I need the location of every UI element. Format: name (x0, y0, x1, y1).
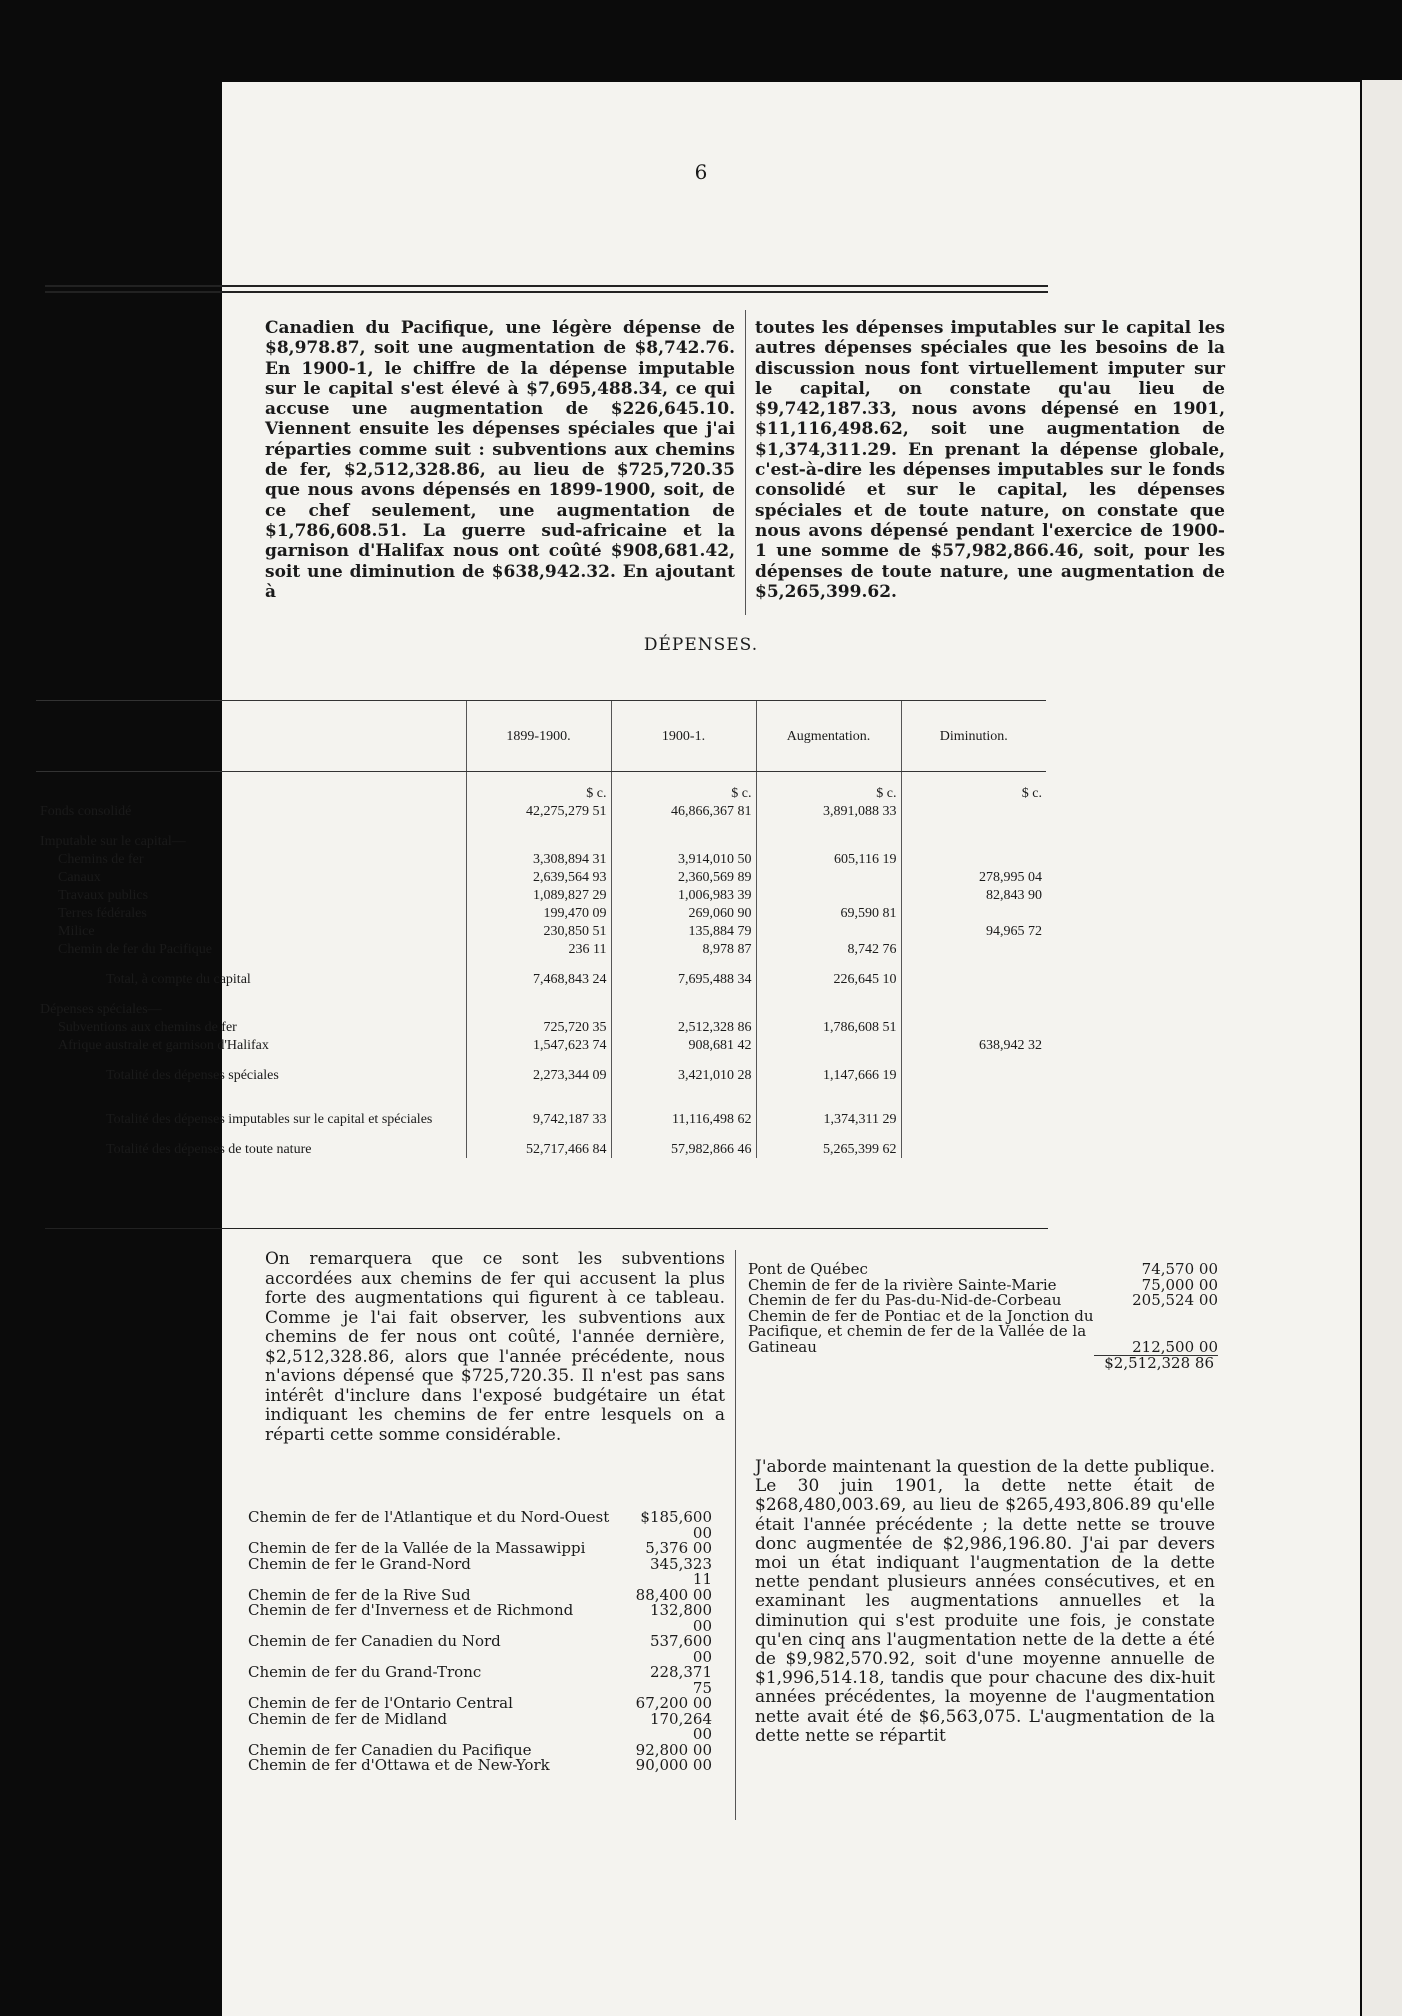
table-title: DÉPENSES. (643, 635, 759, 655)
table-row: Subventions aux chemins de fer 725,720 35 2,512,328 86 1,786,608 51 (36, 1018, 1046, 1036)
list-item: Chemin de fer de l'Ontario Central 67,200 00 (248, 1694, 712, 1712)
table-section-heading: Dépenses spéciales— (36, 1000, 1046, 1018)
table-row: Chemins de fer 3,308,894 31 3,914,010 50 605,116 19 (36, 850, 1046, 868)
list-item: Chemin de fer d'Ottawa et de New-York 90,000 00 (248, 1756, 712, 1774)
currency-row: $ c. $ c. $ c. $ c. (36, 784, 1046, 802)
list-item: Chemin de fer de Pontiac et de la Jonction du Pacifique, et chemin de fer de la Vallée de la Gatineau 212,500 00 (748, 1306, 1218, 1356)
next-page-edge (1362, 80, 1402, 2016)
table-bottom-rule (45, 1228, 1048, 1229)
table-row: Fonds consolidé 42,275,279 51 46,866,367 81 3,891,088 33 (36, 802, 1046, 820)
top-rule (45, 285, 1048, 287)
table-total-row: Totalité des dépenses imputables sur le capital et spéciales 9,742,187 33 11,116,498 62 1,374,311 29 (36, 1084, 1046, 1128)
list-item: Chemin de fer de la Rive Sud 88,400 00 (248, 1585, 712, 1604)
right-top-paragraph: toutes les dépenses imputables sur le capital les autres dépenses spéciales que les besoins de la discussion nous font virtuellement imputer sur le capital, on constate qu'au lieu de $9,742,187.33, nous avons dépensé en 1901, $11,116,498.62, soit une augmentation de $1,374,311.29. En prenant la dépense globale, c'est-à-dire les dépenses imputables sur le fonds consolidé et sur le capital, les dépenses spéciales et de toute nature, on constate que nous avons dépensé pendant l'exercice de 1900-1 une somme de $57,982,866.46, soit, pour les dépenses de toute nature, une augmentation de $5,265,399.62. (755, 318, 1225, 602)
table-row: Travaux publics 1,089,827 29 1,006,983 39 82,843 90 (36, 886, 1046, 904)
list-item: Pont de Québec 74,570 00 (748, 1260, 1218, 1278)
expenses-table (36, 700, 1046, 1158)
table-total-row: Totalité des dépenses spéciales 2,273,344 09 3,421,010 28 1,147,666 19 (36, 1054, 1046, 1084)
table-grand-total-row: Totalité des dépenses de toute nature 52,717,466 84 57,982,866 46 5,265,399 62 (36, 1128, 1046, 1158)
label-header (36, 701, 466, 772)
table-total-row: Total, à compte du capital 7,468,843 24 7,695,488 34 226,645 10 (36, 958, 1046, 988)
list-item: Chemin de fer Canadien du Nord 537,600 00 (248, 1632, 712, 1666)
list-item: Chemin de fer de l'Atlantique et du Nord-Ouest $185,600 00 (248, 1508, 712, 1542)
col-header-augmentation: Augmentation. (756, 701, 901, 772)
railway-subsidy-list-left (248, 1510, 712, 1774)
col-header-diminution: Diminution. (901, 701, 1046, 772)
left-bottom-paragraph: On remarquera que ce sont les subventions accordées aux chemins de fer qui accusent la plus forte des augmentations qui figurent à ce tableau. Comme je l'ai fait observer, les subventions aux chemins de fer nous ont coûté, l'année dernière, $2,512,328.86, alors que l'année précédente, nous n'avions dépensé que $725,720.35. Il n'est pas sans intérêt d'inclure dans l'exposé budgétaire un état indiquant les chemins de fer entre lesquels on a réparti cette somme considérable. (265, 1249, 725, 1445)
top-rule-2 (45, 291, 1048, 293)
left-top-paragraph: Canadien du Pacifique, une légère dépense de $8,978.87, soit une augmentation de $8,742.76. En 1900-1, le chiffre de la dépense imputable sur le capital s'est élevé à $7,695,488.34, ce qui accuse une augmentation de $226,645.10. Viennent ensuite les dépenses spéciales que j'ai réparties comme suit : subventions aux chemins de fer, $2,512,328.86, au lieu de $725,720.35 que nous avons dépensés en 1899-1900, soit, de ce chef seulement, une augmentation de $1,786,608.51. La guerre sud-africaine et la garnison d'Halifax nous ont coûté $908,681.42, soit une diminution de $638,942.32. En ajoutant à (265, 318, 735, 602)
table-section-heading: Imputable sur le capital— (36, 832, 1046, 850)
page-number: 6 (694, 160, 708, 184)
col-header-1900: 1900-1. (611, 701, 756, 772)
railway-subsidy-list-right (748, 1262, 1218, 1372)
table-row: Canaux 2,639,564 93 2,360,569 89 278,995 04 (36, 868, 1046, 886)
table-row: Afrique australe et garnison d'Halifax 1,547,623 74 908,681 42 638,942 32 (36, 1036, 1046, 1054)
railway-total: $2,512,328 86 (1094, 1355, 1218, 1372)
list-item: Chemin de fer de la Vallée de la Massawippi 5,376 00 (248, 1539, 712, 1557)
column-separator-bottom (735, 1250, 736, 1820)
table-row: Terres fédérales 199,470 09 269,060 90 69,590 81 (36, 904, 1046, 922)
table-row: Milice 230,850 51 135,884 79 94,965 72 (36, 922, 1046, 940)
right-bottom-paragraph: J'aborde maintenant la question de la dette publique. Le 30 juin 1901, la dette nette était de $268,480,003.69, au lieu de $265,493,806.89 qu'elle était l'année précédente ; la dette nette se trouve donc augmentée de $2,986,196.80. J'ai par devers moi un état indiquant l'augmentation de la dette nette pendant plusieurs années consécutives, et en examinant les augmentations annuelles et la diminution qui s'est produite une fois, je constate qu'en cinq ans l'augmentation nette de la dette a été de $9,982,570.92, soit d'une moyenne annuelle de $1,996,514.18, tandis que pour chacune des dix-huit années précédentes, la moyenne de l'augmentation nette avait été de $6,563,075. L'augmentation de la dette nette se répartit (755, 1457, 1215, 1746)
list-item: Chemin de fer d'Inverness et de Richmond 132,800 00 (248, 1601, 712, 1635)
list-item: Chemin de fer de la rivière Sainte-Marie 75,000 00 (748, 1275, 1218, 1294)
list-item: Chemin de fer de Midland 170,264 00 (248, 1709, 712, 1743)
column-separator-top (745, 310, 746, 615)
col-header-1899: 1899-1900. (466, 701, 611, 772)
list-item: Chemin de fer du Pas-du-Nid-de-Corbeau 205,524 00 (748, 1291, 1218, 1309)
list-item: Chemin de fer du Grand-Tronc 228,371 75 (248, 1663, 712, 1697)
table-row: Chemin de fer du Pacifique 236 11 8,978 87 8,742 76 (36, 940, 1046, 958)
list-item: Chemin de fer Canadien du Pacifique 92,800 00 (248, 1740, 712, 1759)
list-item: Chemin de fer le Grand-Nord 345,323 11 (248, 1554, 712, 1588)
